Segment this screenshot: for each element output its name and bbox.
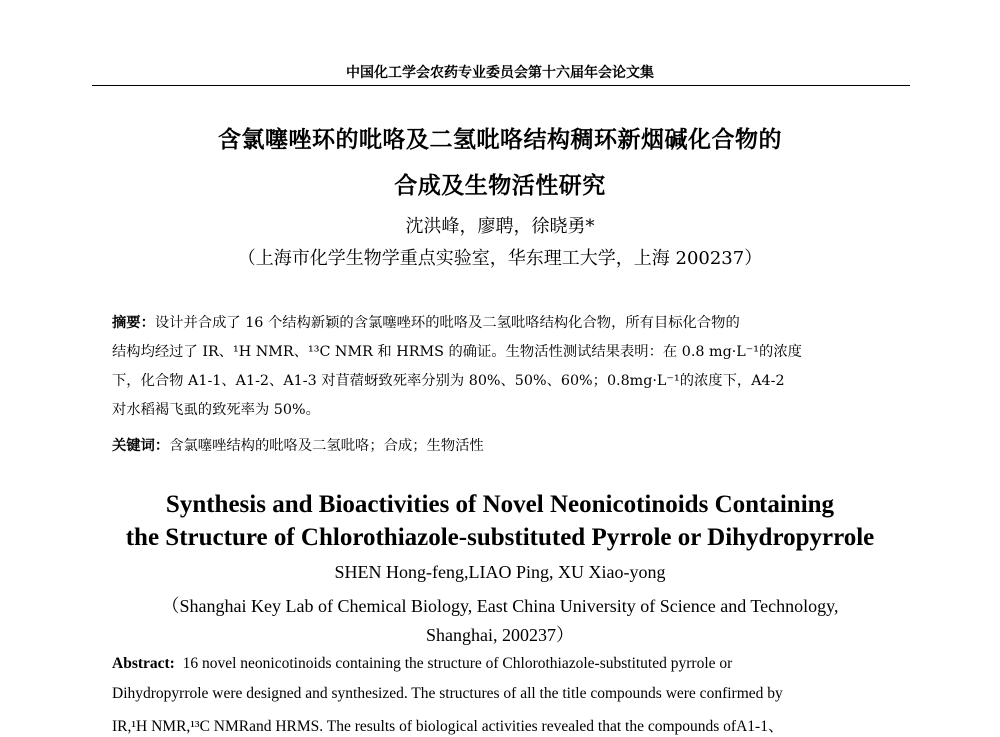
english-affiliation-line-1: （Shanghai Key Lab of Chemical Biology, East China University of Science and Technology,	[161, 596, 839, 616]
header-rule	[92, 85, 910, 86]
english-abstract-text-1: 16 novel neonicotinoids containing the structure of Chlorothiazole-substituted pyrrole or	[182, 655, 733, 672]
english-abstract-line-3: IR,¹H NMR,¹³C NMRand HRMS. The results of biological activities revealed that the compounds ofA1-1、	[112, 718, 784, 735]
chinese-affiliation: （上海市化学生物学重点实验室，华东理工大学，上海 200237）	[237, 248, 763, 269]
chinese-title-line-2: 合成及生物活性研究	[394, 173, 606, 199]
chinese-abstract-line-1	[112, 309, 902, 337]
english-abstract-line-1	[112, 655, 902, 673]
chinese-title-line-1: 含氯噻唑环的吡咯及二氢吡咯结构稠环新烟碱化合物的	[218, 127, 782, 153]
chinese-keywords-text: 含氯噻唑结构的吡咯及二氢吡咯；合成；生物活性	[169, 438, 484, 454]
english-abstract-label: Abstract:	[112, 655, 175, 672]
chinese-abstract-line-4: 对水稻褐飞虱的致死率为 50%。	[112, 402, 320, 418]
chinese-authors: 沈洪峰，廖聘，徐晓勇*	[405, 216, 595, 237]
english-authors: SHEN Hong-feng,LIAO Ping, XU Xiao-yong	[334, 562, 666, 582]
chinese-abstract-line-3: 下，化合物 A1-1、A1-2、A1-3 对苜蓿蚜致死率分别为 80%、50%、60%；0.8mg·L⁻¹的浓度下，A4-2	[112, 373, 785, 389]
english-abstract-line-2: Dihydropyrrole were designed and synthesized. The structures of all the title compounds were confirmed by	[112, 685, 783, 702]
english-title-line-1: Synthesis and Bioactivities of Novel Neonicotinoids Containing	[165, 491, 835, 518]
english-affiliation-line-2: Shanghai, 200237）	[426, 625, 574, 645]
chinese-abstract-label: 摘要：	[112, 315, 155, 331]
chinese-abstract-text-1: 设计并合成了 16 个结构新颖的含氯噻唑环的吡咯及二氢吡咯结构化合物，所有目标化合物的	[154, 315, 740, 331]
chinese-keywords	[112, 432, 902, 460]
chinese-abstract-line-2: 结构均经过了 IR、¹H NMR、¹³C NMR 和 HRMS 的确证。生物活性测试结果表明：在 0.8 mg·L⁻¹的浓度	[112, 344, 802, 360]
running-header: 中国化工学会农药专业委员会第十六届年会论文集	[346, 65, 654, 81]
chinese-keywords-label: 关键词：	[112, 438, 170, 454]
english-title-line-2: the Structure of Chlorothiazole-substituted Pyrrole or Dihydropyrrole	[125, 524, 875, 551]
